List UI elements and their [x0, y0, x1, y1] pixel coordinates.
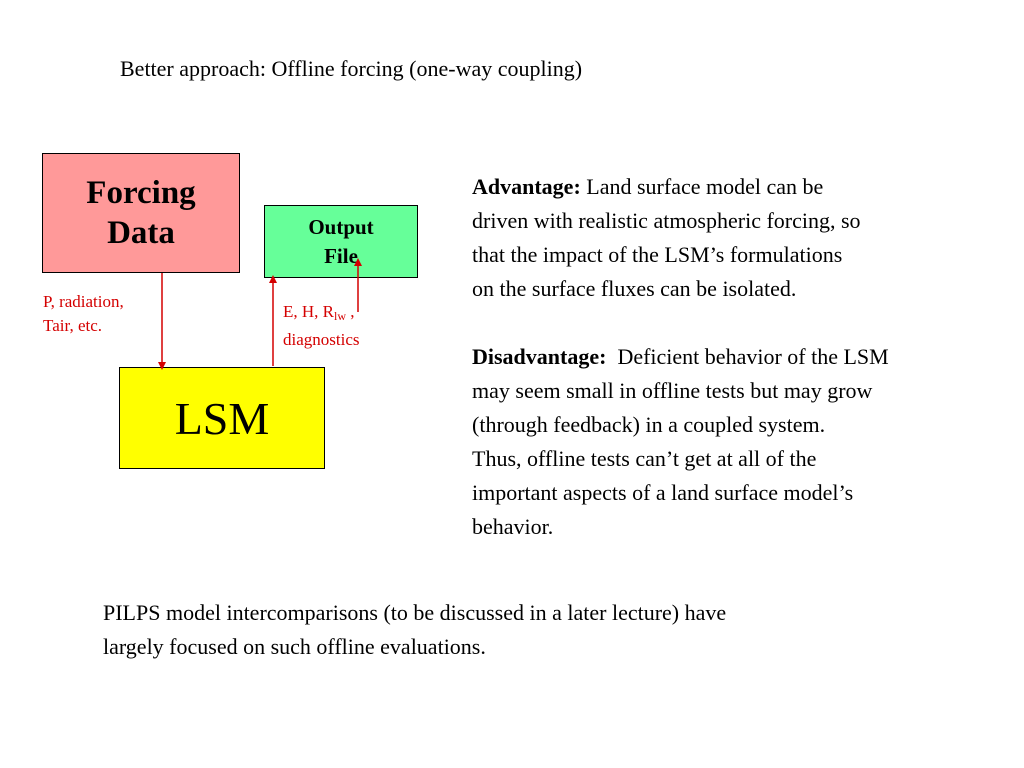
disadvantage-text-1: Deficient behavior of the LSM [606, 344, 889, 369]
forcing-data-box [42, 153, 240, 273]
output-label-suffix: , [346, 302, 355, 321]
disadvantage-line-6: behavior. [472, 514, 554, 539]
output-file-box [264, 205, 418, 278]
slide-title: Better approach: Offline forcing (one-way coupling) [120, 56, 583, 81]
output-label-subscript: lw [334, 309, 346, 323]
disadvantage-line-2: may seem small in offline tests but may grow [472, 378, 873, 403]
output-box-line1: Output [308, 214, 374, 239]
disadvantage-line-5: important aspects of a land surface model’s [472, 480, 854, 505]
advantage-line-1 [472, 170, 1020, 204]
advantage-text-1: Land surface model can be [580, 174, 824, 199]
pilps-paragraph [103, 596, 726, 664]
input-arrow-label [43, 290, 124, 338]
disadvantage-line-3: (through feedback) in a coupled system. [472, 412, 826, 437]
pilps-line-1: PILPS model intercomparisons (to be discussed in a later lecture) have [103, 600, 727, 625]
advantage-paragraph [472, 170, 1020, 306]
lsm-box [119, 367, 325, 469]
output-label-prefix: E, H, R [283, 302, 334, 321]
forcing-box-line2: Data [107, 215, 175, 251]
advantage-line-2: driven with realistic atmospheric forcing, so [472, 208, 861, 233]
output-label-line1 [283, 300, 360, 328]
pilps-line-2: largely focused on such offline evaluations. [103, 634, 486, 659]
disadvantage-line-1 [472, 340, 1020, 374]
disadvantage-paragraph [472, 340, 1020, 544]
input-label-line2: Tair, etc. [43, 316, 103, 335]
input-label-line1: P, radiation, [43, 292, 124, 311]
advantage-line-3: that the impact of the LSM’s formulations [472, 242, 843, 267]
advantage-heading: Advantage: [472, 174, 581, 199]
forcing-box-line1: Forcing [86, 175, 196, 211]
output-box-line2: File [324, 243, 358, 268]
lsm-box-label: LSM [174, 392, 270, 444]
output-arrow-label [283, 300, 360, 352]
output-label-line2: diagnostics [283, 330, 360, 349]
disadvantage-line-4: Thus, offline tests can’t get at all of the [472, 446, 817, 471]
disadvantage-heading: Disadvantage: [472, 344, 607, 369]
advantage-line-4: on the surface fluxes can be isolated. [472, 276, 797, 301]
